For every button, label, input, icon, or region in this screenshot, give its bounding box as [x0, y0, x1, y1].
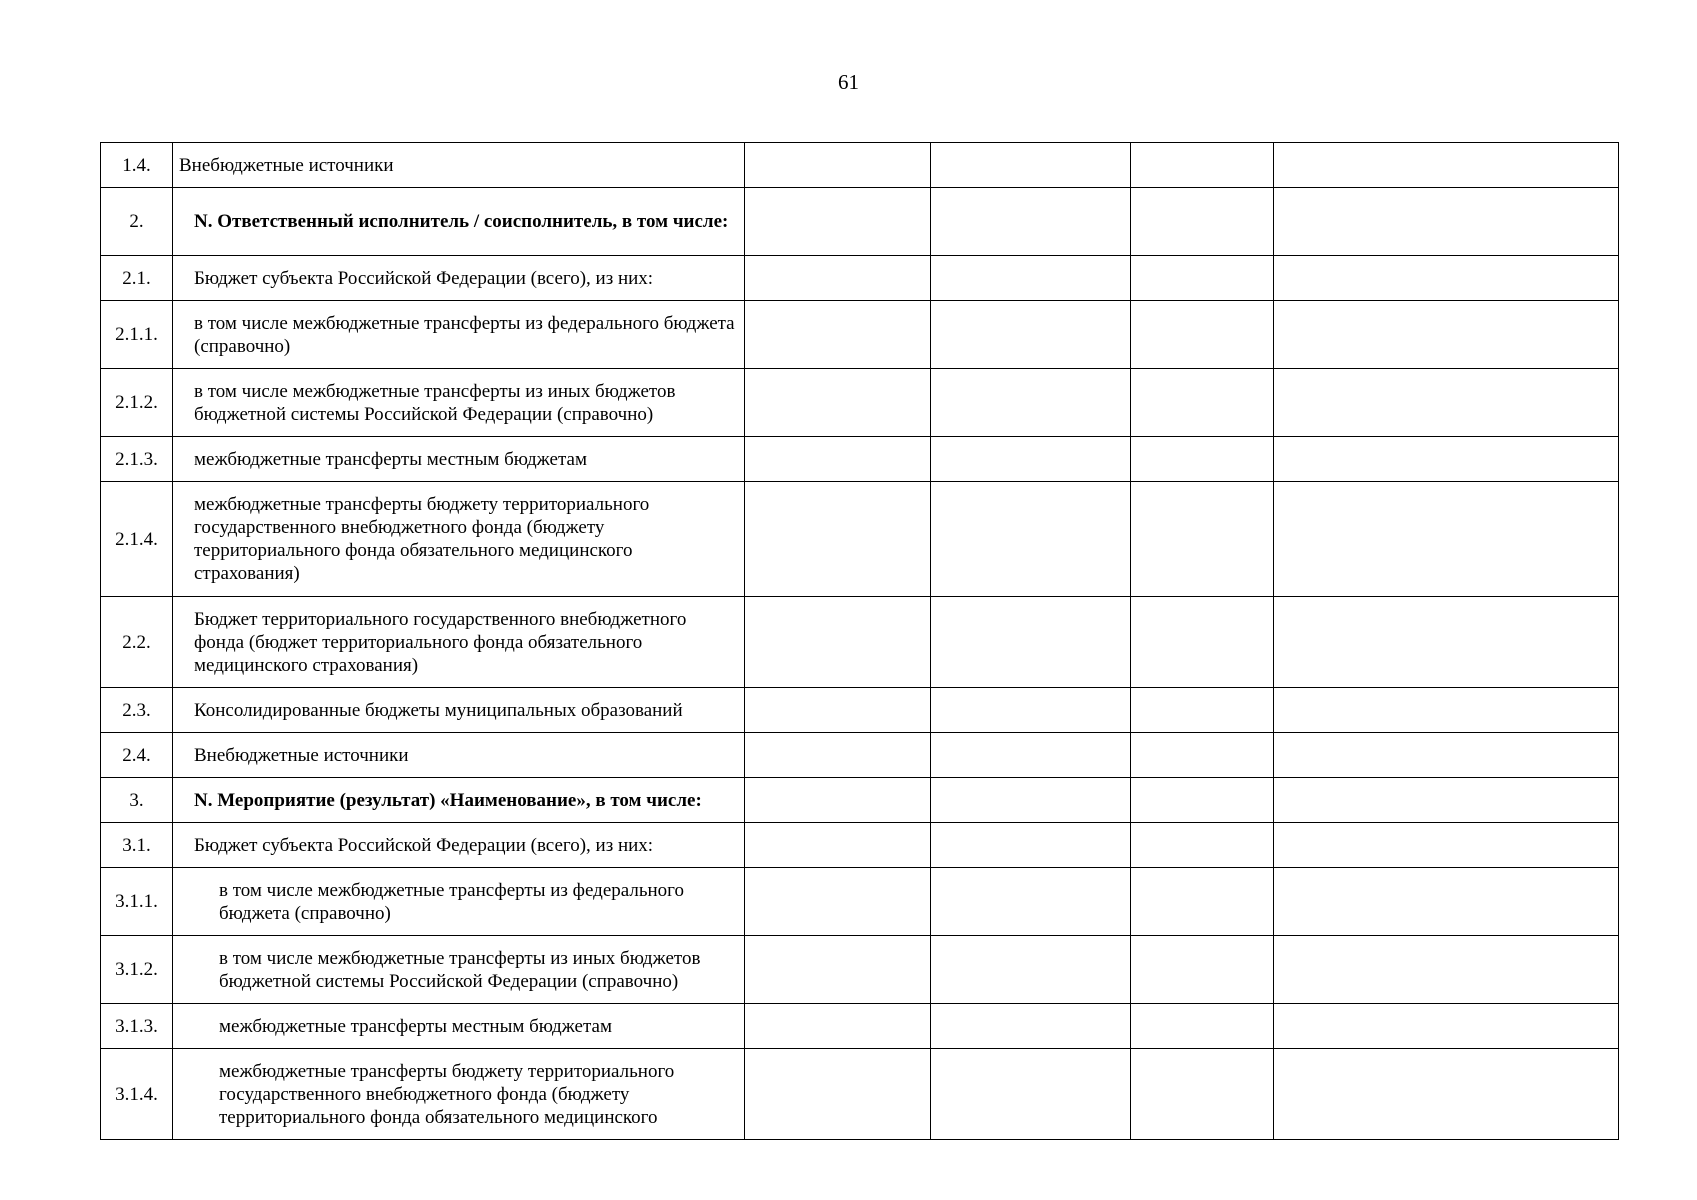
table-row [101, 1004, 1619, 1049]
row-number: 3.1.1. [101, 868, 173, 936]
value-cell [1131, 936, 1274, 1004]
table-row [101, 301, 1619, 369]
value-cell [745, 256, 931, 301]
value-cell [745, 188, 931, 256]
table-row [101, 733, 1619, 778]
table-row [101, 256, 1619, 301]
row-number: 3. [101, 778, 173, 823]
value-cell [931, 868, 1131, 936]
value-cell [745, 301, 931, 369]
row-name: в том числе межбюджетные трансферты из федерального бюджета (справочно) [173, 868, 745, 936]
value-cell [1274, 1004, 1619, 1049]
row-name: межбюджетные трансферты местным бюджетам [173, 437, 745, 482]
value-cell [1274, 143, 1619, 188]
budget-table [100, 142, 1619, 1140]
row-name: Внебюджетные источники [173, 143, 745, 188]
value-cell [931, 256, 1131, 301]
value-cell [1274, 688, 1619, 733]
value-cell [1274, 188, 1619, 256]
value-cell [931, 482, 1131, 597]
value-cell [1131, 733, 1274, 778]
value-cell [931, 369, 1131, 437]
value-cell [931, 688, 1131, 733]
table-row [101, 188, 1619, 256]
value-cell [745, 437, 931, 482]
value-cell [1131, 188, 1274, 256]
row-name: межбюджетные трансферты бюджету территориального государственного внебюджетного фонда (бюджету территориального фонда обязательного медицинского [173, 1049, 745, 1140]
value-cell [931, 733, 1131, 778]
table-row [101, 437, 1619, 482]
row-name: в том числе межбюджетные трансферты из иных бюджетов бюджетной системы Российской Федерации (справочно) [173, 936, 745, 1004]
value-cell [745, 823, 931, 868]
row-name: Внебюджетные источники [173, 733, 745, 778]
value-cell [745, 733, 931, 778]
value-cell [745, 1004, 931, 1049]
value-cell [931, 823, 1131, 868]
value-cell [1131, 1049, 1274, 1140]
row-number: 2. [101, 188, 173, 256]
row-number: 2.1.1. [101, 301, 173, 369]
table-row [101, 936, 1619, 1004]
value-cell [1131, 778, 1274, 823]
value-cell [1131, 437, 1274, 482]
value-cell [931, 1004, 1131, 1049]
value-cell [745, 868, 931, 936]
value-cell [745, 778, 931, 823]
value-cell [1274, 437, 1619, 482]
table-row [101, 369, 1619, 437]
row-number: 2.2. [101, 597, 173, 688]
table-row [101, 482, 1619, 597]
value-cell [1274, 1049, 1619, 1140]
value-cell [1131, 482, 1274, 597]
value-cell [1274, 256, 1619, 301]
value-cell [1274, 733, 1619, 778]
value-cell [931, 188, 1131, 256]
row-number: 3.1.3. [101, 1004, 173, 1049]
value-cell [1274, 597, 1619, 688]
value-cell [1274, 482, 1619, 597]
value-cell [745, 482, 931, 597]
value-cell [1274, 936, 1619, 1004]
row-number: 1.4. [101, 143, 173, 188]
row-name: Бюджет субъекта Российской Федерации (всего), из них: [173, 823, 745, 868]
value-cell [745, 1049, 931, 1140]
value-cell [745, 597, 931, 688]
value-cell [1274, 301, 1619, 369]
row-number: 2.4. [101, 733, 173, 778]
value-cell [1131, 688, 1274, 733]
value-cell [1131, 369, 1274, 437]
value-cell [1274, 778, 1619, 823]
value-cell [745, 688, 931, 733]
value-cell [931, 936, 1131, 1004]
row-name: в том числе межбюджетные трансферты из иных бюджетов бюджетной системы Российской Федерации (справочно) [173, 369, 745, 437]
value-cell [931, 1049, 1131, 1140]
value-cell [1131, 143, 1274, 188]
page-number: 61 [838, 70, 859, 94]
value-cell [745, 936, 931, 1004]
value-cell [745, 369, 931, 437]
table-row [101, 597, 1619, 688]
table-row [101, 823, 1619, 868]
value-cell [931, 597, 1131, 688]
value-cell [1131, 301, 1274, 369]
value-cell [1131, 597, 1274, 688]
value-cell [1274, 868, 1619, 936]
row-name: N. Ответственный исполнитель / соисполнитель, в том числе: [173, 188, 745, 256]
value-cell [931, 437, 1131, 482]
table-body [101, 143, 1619, 1140]
row-number: 2.1.2. [101, 369, 173, 437]
value-cell [1274, 823, 1619, 868]
row-name: Бюджет субъекта Российской Федерации (всего), из них: [173, 256, 745, 301]
value-cell [1131, 823, 1274, 868]
table-row [101, 868, 1619, 936]
table-row [101, 1049, 1619, 1140]
value-cell [1131, 1004, 1274, 1049]
table-row [101, 688, 1619, 733]
row-name: в том числе межбюджетные трансферты из федерального бюджета (справочно) [173, 301, 745, 369]
value-cell [1131, 868, 1274, 936]
row-name: N. Мероприятие (результат) «Наименование», в том числе: [173, 778, 745, 823]
value-cell [931, 143, 1131, 188]
row-name: межбюджетные трансферты бюджету территориального государственного внебюджетного фонда (бюджету территориального фонда обязательного медицинского страхования) [173, 482, 745, 597]
row-number: 3.1. [101, 823, 173, 868]
value-cell [745, 143, 931, 188]
table-row [101, 143, 1619, 188]
table-row [101, 778, 1619, 823]
row-number: 2.1.4. [101, 482, 173, 597]
row-number: 2.1. [101, 256, 173, 301]
row-number: 3.1.4. [101, 1049, 173, 1140]
row-name: Консолидированные бюджеты муниципальных образований [173, 688, 745, 733]
row-number: 3.1.2. [101, 936, 173, 1004]
value-cell [1131, 256, 1274, 301]
row-number: 2.1.3. [101, 437, 173, 482]
value-cell [1274, 369, 1619, 437]
row-number: 2.3. [101, 688, 173, 733]
value-cell [931, 301, 1131, 369]
row-name: межбюджетные трансферты местным бюджетам [173, 1004, 745, 1049]
row-name: Бюджет территориального государственного внебюджетного фонда (бюджет территориального фонда обязательного медицинского страхования) [173, 597, 745, 688]
value-cell [931, 778, 1131, 823]
